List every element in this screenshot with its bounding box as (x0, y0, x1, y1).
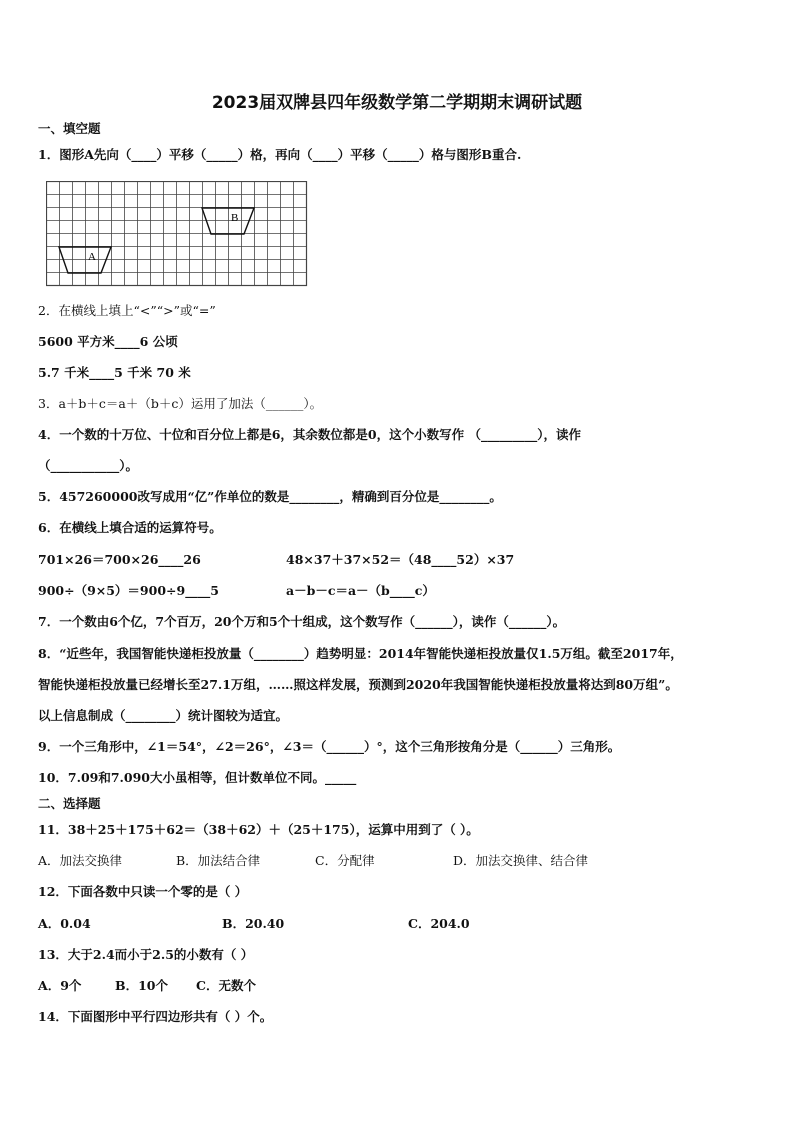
question-5: 5．457260000改写成用“亿”作单位的数是________，精确到百分位是________。 (38, 489, 502, 504)
shape-b (202, 208, 254, 234)
question-10: 10．7.09和7.090大小虽相等，但计数单位不同。_____ (38, 770, 357, 785)
question-13-option-c: C．无数个 (196, 978, 256, 993)
question-11-option-c: C．分配律 (315, 853, 375, 868)
question-4-line-1: 4．一个数的十万位、十位和百分位上都是6，其余数位都是0，这个小数写作 （_________），读作 (38, 427, 581, 442)
question-6-stem: 6．在横线上填合适的运算符号。 (38, 520, 222, 535)
question-11-option-b: B．加法结合律 (176, 853, 261, 868)
question-6-d: a－b－c＝a－（b____c） (286, 583, 435, 598)
question-3: 3．a＋b＋c＝a＋（b＋c）运用了加法（______）。 (38, 396, 323, 411)
shape-a-label: A (88, 251, 96, 263)
question-8-line-2: 智能快递柜投放量已经增长至27.1万组，……照这样发展，预测到2020年我国智能快递柜投放量将达到80万组”。 (38, 677, 678, 692)
question-1: 1．图形A先向（____）平移（_____）格，再向（____）平移（_____）格与图形B重合. (38, 147, 522, 162)
question-9: 9．一个三角形中，∠1＝54°，∠2＝26°，∠3＝（______）°，这个三角形按角分是（______）三角形。 (38, 739, 621, 754)
grid-svg (46, 181, 308, 287)
question-11-option-a: A．加法交换律 (38, 853, 123, 868)
section-fill-heading: 一、填空题 (38, 121, 101, 136)
question-6-a: 701×26＝700×26____26 (38, 552, 201, 567)
question-8-line-3: 以上信息制成（________）统计图较为适宜。 (38, 708, 289, 723)
question-7: 7．一个数由6个亿，7个百万，20个万和5个十组成，这个数写作（______），读作（______）。 (38, 614, 566, 629)
question-11-stem: 11．38＋25＋175＋62＝（38＋62）＋（25＋175），运算中用到了（ ）。 (38, 822, 479, 837)
section-choice-heading: 二、选择题 (38, 796, 101, 811)
question-4-line-2: （___________）。 (38, 458, 139, 473)
question-2-stem: 2．在横线上填上“<”“>”或“=” (38, 303, 216, 318)
question-6-c: 900÷（9×5）＝900÷9____5 (38, 583, 219, 598)
shape-a (59, 247, 111, 273)
grid-lines (47, 182, 307, 286)
question-2-row-2: 5.7 千米____5 千米 70 米 (38, 365, 191, 380)
question-12-stem: 12．下面各数中只读一个零的是（ ） (38, 884, 248, 899)
question-13-stem: 13．大于2.4而小于2.5的小数有（ ） (38, 947, 254, 962)
question-11-option-d: D．加法交换律、结合律 (453, 853, 589, 868)
question-2-row-1: 5600 平方米____6 公顷 (38, 334, 178, 349)
shape-b-label: B (231, 212, 239, 224)
question-12-option-a: A．0.04 (38, 916, 91, 931)
question-12-option-c: C．204.0 (408, 916, 470, 931)
question-13-option-b: B．10个 (115, 978, 168, 993)
question-13-option-a: A．9个 (38, 978, 82, 993)
question-14: 14．下面图形中平行四边形共有（ ）个。 (38, 1009, 273, 1024)
question-12-option-b: B．20.40 (222, 916, 285, 931)
page-title: 2023届双牌县四年级数学第二学期期末调研试题 (211, 93, 583, 113)
grid-figure (46, 181, 308, 291)
question-6-b: 48×37＋37×52＝（48____52）×37 (286, 552, 515, 567)
question-8-line-1: 8．“近些年，我国智能快递柜投放量（________）趋势明显：2014年智能快递柜投放量仅1.5万组。截至2017年， (38, 646, 683, 661)
